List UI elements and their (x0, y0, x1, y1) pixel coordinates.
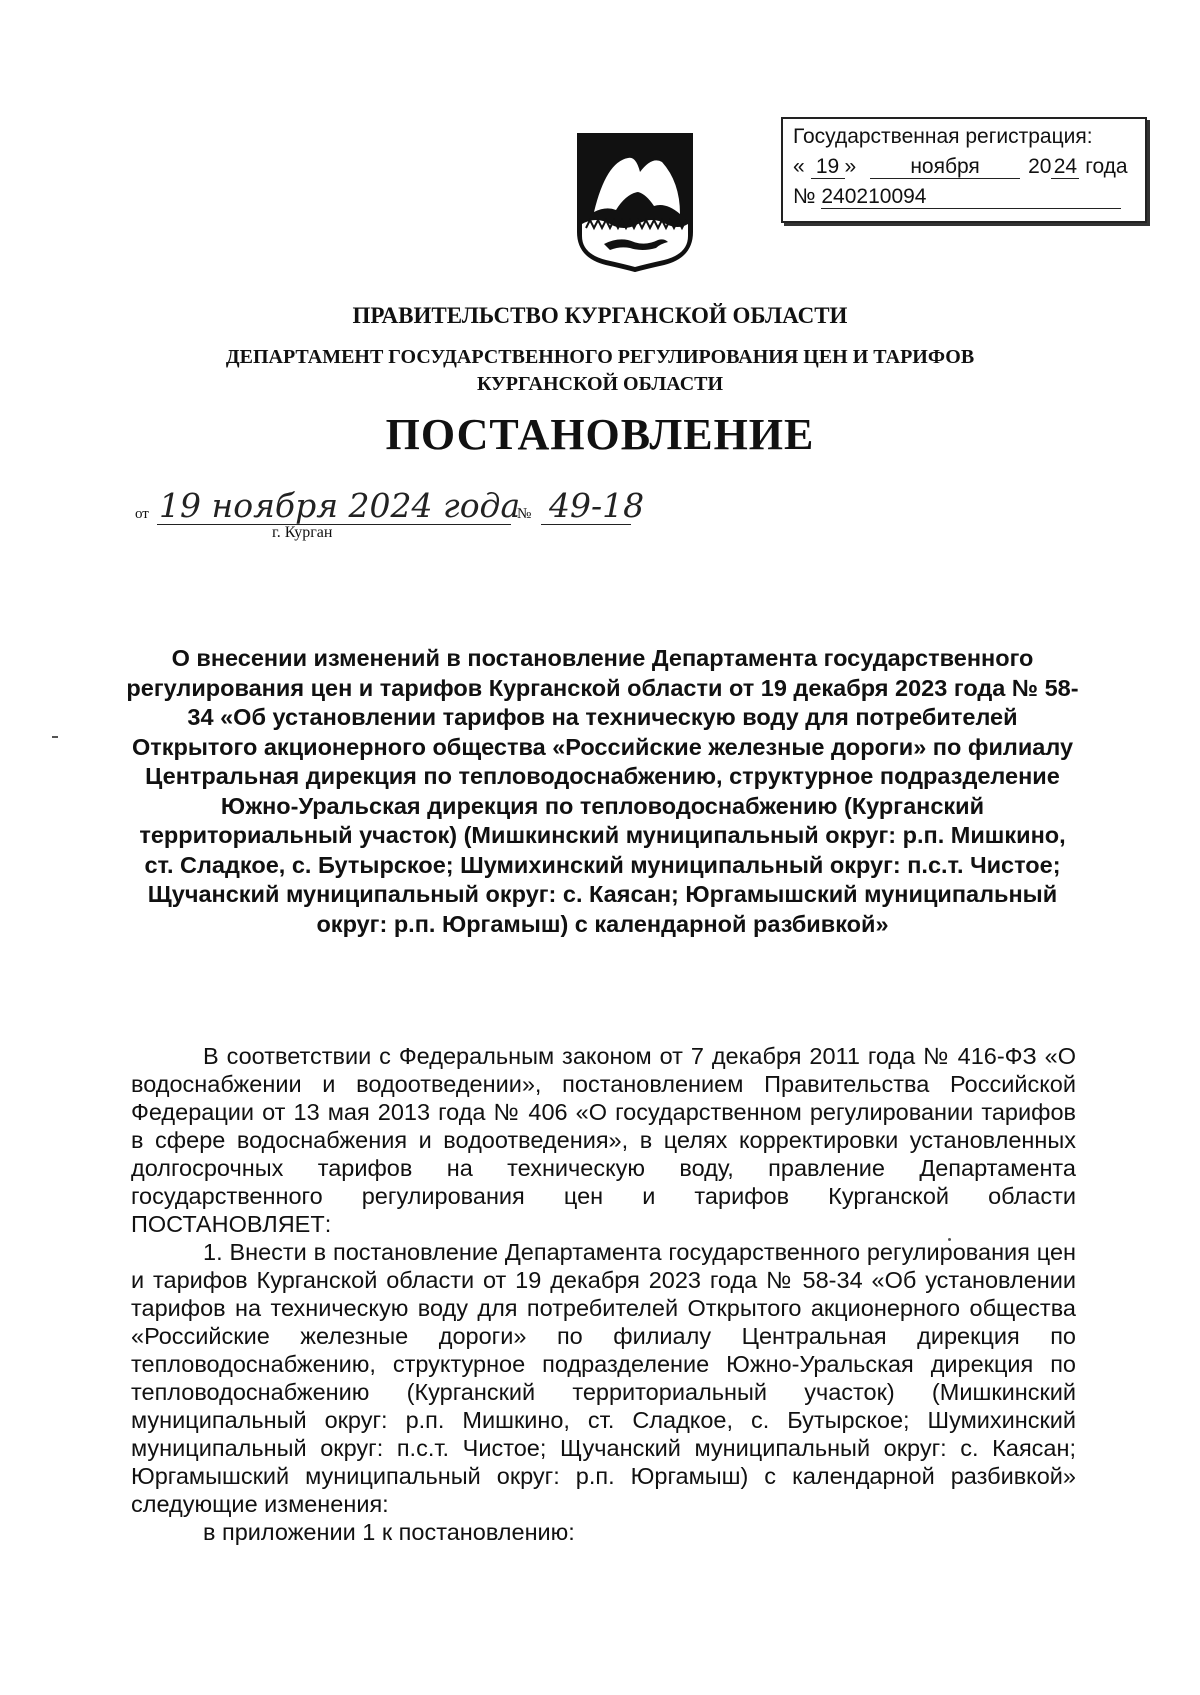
registration-day-open-quote: « (793, 155, 805, 178)
department-title-line1: ДЕПАРТАМЕНТ ГОСУДАРСТВЕННОГО РЕГУЛИРОВАНИЯ ЦЕН И ТАРИФОВ (225, 346, 975, 368)
coat-of-arms-icon (576, 132, 694, 272)
registration-year-suffix: 24 (1051, 156, 1079, 179)
body-paragraph: в приложении 1 к постановлению: (203, 1519, 575, 1545)
handwritten-date: 19 ноября 2024 года (159, 486, 521, 525)
government-title: ПРАВИТЕЛЬСТВО КУРГАНСКОЙ ОБЛАСТИ (352, 303, 848, 328)
document-type-title: ПОСТАНОВЛЕНИЕ (385, 410, 815, 459)
registration-date (793, 155, 1128, 179)
date-from-label: от (135, 506, 149, 522)
registration-stamp (781, 117, 1147, 223)
registration-day: 19 (811, 156, 845, 179)
registration-year-prefix: 20 (1028, 155, 1052, 178)
date-number-line (135, 486, 655, 546)
registration-title: Государственная регистрация: (793, 125, 1093, 148)
registration-day-close-quote: » (844, 155, 857, 178)
registration-number-label: № (793, 185, 816, 208)
document-subject: О внесении изменений в постановление Департамента государственного регулирования цен и тарифов Курганской области от 19 декабря 2023 года № 58-34 «Об установлении тарифов на техническую воду для потребителей Открытого акционерного общества «Российские железные дороги» по филиалу Центральная дирекция по тепловодоснабжению, структурное подразделение Южно-Уральская дирекция по тепловодоснабжению (Курганский территориальный участок) (Мишкинский муниципальный округ: р.п. Мишкино, ст. Сладкое, с. Бутырское; Шумихинский муниципальный округ: п.с.т. Чистое; Щучанский муниципальный округ: с. Каясан; Юргамышский муниципальный округ: р.п. Юргамыш) с календарной разбивкой» (126, 645, 1079, 937)
body-paragraph: В соответствии с Федеральным законом от 7 декабря 2011 года № 416-ФЗ «О водоснабжении и водоотведении», постановлением Правительства Российской Федерации от 13 мая 2013 года № 406 «О государственном регулировании тарифов в сфере водоснабжения и водоотведения», в целях корректировки установленных долгосрочных тарифов на техническую воду, правление Департамента государственного регулирования цен и тарифов Курганской области ПОСТАНОВЛЯЕТ: (131, 1043, 1076, 1237)
registration-number: 240210094 (821, 186, 1121, 209)
date-underline (157, 524, 511, 525)
document-body (131, 1042, 1076, 1546)
handwritten-number: 49-18 (549, 486, 645, 525)
number-label: № (517, 506, 532, 522)
registration-month: ноября (870, 156, 1020, 179)
city-label: г. Курган (272, 524, 333, 541)
scan-mark (52, 736, 58, 738)
body-paragraph: 1. Внести в постановление Департамента государственного регулирования цен и тарифов Курганской области от 19 декабря 2023 года № 58-34 «Об установлении тарифов на техническую воду для потребителей Открытого акционерного общества «Российские железные дороги» по филиалу Центральная дирекция по тепловодоснабжению, структурное подразделение Южно-Уральская дирекция по тепловодоснабжению (Курганский территориальный участок) (Мишкинский муниципальный округ: р.п. Мишкино, ст. Сладкое, с. Бутырское; Шумихинский муниципальный округ: п.с.т. Чистое; Щучанский муниципальный округ: с. Каясан; Юргамышский муниципальный округ: р.п. Юргамыш) с календарной разбивкой» следующие изменения: (131, 1239, 1076, 1517)
registration-year-word: года (1085, 155, 1128, 178)
number-underline (541, 524, 631, 525)
registration-number-line (793, 185, 1121, 209)
department-title-line2: КУРГАНСКОЙ ОБЛАСТИ (476, 373, 724, 395)
